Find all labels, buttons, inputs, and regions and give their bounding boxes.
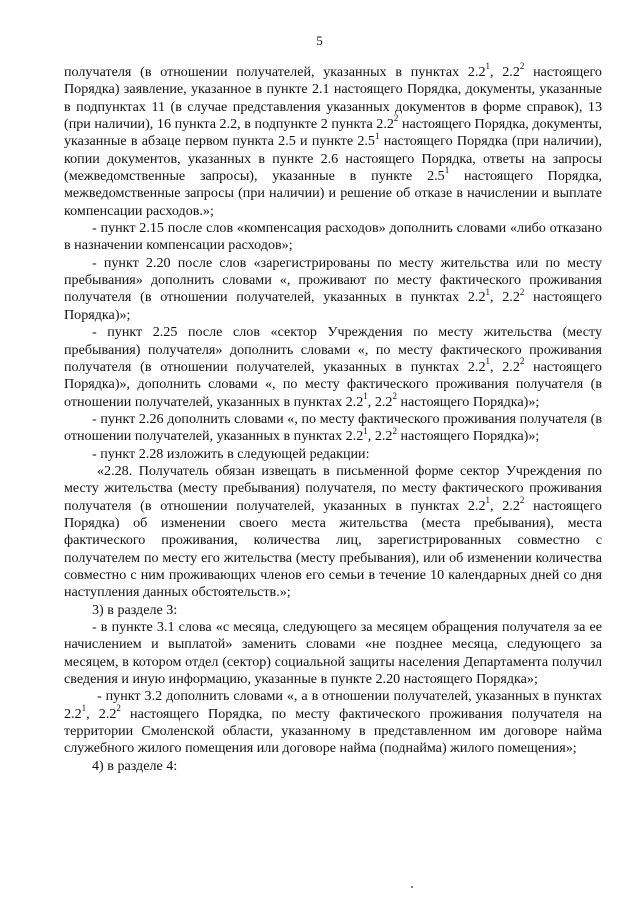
superscript: 2 xyxy=(519,61,525,72)
text-run: настоящего Порядка, межведомственные запросы (при наличии) и решение об отказе в начислении и выплате компенсации расходов.»; xyxy=(64,168,602,219)
superscript: 1 xyxy=(363,390,368,401)
scan-artifact xyxy=(411,886,413,888)
superscript: 1 xyxy=(81,703,87,714)
superscript: 2 xyxy=(519,356,525,367)
superscript: 1 xyxy=(485,286,490,297)
text-run: настоящего Порядка (при наличии), копии документов, указанных в пункте 2.6 настоящего Порядка, ответы на запросы (межведомственные запросы), указанные в пункте 2.5 xyxy=(64,133,603,185)
superscript: 2 xyxy=(393,113,399,124)
superscript: 2 xyxy=(519,286,525,297)
paragraph xyxy=(64,411,602,446)
text-run: , 2.2 xyxy=(490,64,520,80)
text-run: , 2.2 xyxy=(367,393,393,410)
text-run: настоящего Порядка)»; xyxy=(396,428,540,445)
superscript: 1 xyxy=(485,61,490,72)
superscript: 2 xyxy=(392,390,397,401)
text-run: настоящего Порядка) об изменении своего места жительства (места пребывания), места фактического проживания, количества лиц, зарегистрированных совместно с получателем по месту его жительства (месту пребывания), или об изменении количества совместно с ним проживающих членов его семьи в течение 10 календарных дней со дня наступления данных обстоятельств.»; xyxy=(64,497,602,601)
document-body xyxy=(64,61,603,775)
page-number: 5 xyxy=(316,33,323,48)
text-run: - пункт 2.26 дополнить словами «, по месту фактического проживания получателя (в отношении получателей, указанных в пунктах 2.2 xyxy=(64,410,602,445)
paragraph xyxy=(64,255,602,324)
text-run: , 2.2 xyxy=(367,428,393,445)
superscript: 2 xyxy=(392,425,397,436)
text-run: «2.28. Получатель обязан извещать в письменной форме сектор Учреждения по месту жительства (месту пребывания) получателя, по месту фактического проживания получателя (в отношении получателей, указанных в пунктах 2.2 xyxy=(64,462,602,514)
text-run: настоящего Порядка, по месту фактического проживания получателя на территории Смоленской области, указанному в представленном им договоре найма служебного жилого помещения или договоре найма (поднайма) жилого помещения»; xyxy=(64,705,602,757)
paragraph xyxy=(64,446,602,463)
paragraph xyxy=(64,61,603,220)
text-run: , 2.2 xyxy=(490,358,520,375)
text-run: - пункт 2.28 изложить в следующей редакции: xyxy=(92,445,370,462)
paragraph xyxy=(64,688,602,757)
text-run: настоящего Порядка)», дополнить словами «, по месту фактического проживания получателя (в отношении получателей, указанных в пунктах 2.2 xyxy=(64,358,602,410)
text-run: - пункт 2.20 после слов «зарегистрированы по месту жительства или по месту пребывания» дополнить словами «, проживают по месту фактического проживания получателя (в отношении получателей, указанных в пунктах 2.2 xyxy=(64,254,602,306)
text-run: - пункт 2.15 после слов «компенсация расходов» дополнить словами «либо отказано в назначении компенсации расходов»; xyxy=(64,220,602,254)
text-run: - пункт 2.25 после слов «сектор Учреждения по месту жительства (месту пребывания) получателя» дополнить словами «, по месту фактического проживания получателя (в отношении получателей, указанных в пунктах 2.2 xyxy=(64,324,602,375)
text-run: настоящего Порядка) заявление, указанное в пункте 2.1 настоящего Порядка, документы, указанные в подпунктах 11 (в случае представления указанных документов в форме справок), 13 (при наличии), 16 пункта 2.2, в подпункте 2 пункта 2.2 xyxy=(64,64,602,133)
text-run: - в пункте 3.1 слова «с месяца, следующего за месяцем обращения получателя за ее начислением и выплатой» заменить словами «не позднее месяца, следующего за месяцем, в котором отдел (сектор) социальной защиты населения Департамента получил сведения и иную информацию, указанные в пункте 2.20 настоящего Порядка»; xyxy=(64,619,602,688)
text-run: , 2.2 xyxy=(86,705,117,722)
superscript: 2 xyxy=(519,494,525,505)
paragraph xyxy=(64,602,602,619)
superscript: 1 xyxy=(444,165,450,176)
text-run: 4) в разделе 4: xyxy=(92,757,178,774)
superscript: 1 xyxy=(363,425,368,436)
text-run: настоящего Порядка)»; xyxy=(396,393,540,410)
superscript: 1 xyxy=(374,130,380,141)
text-run: настоящего Порядка, документы, указанные в абзаце первом пункта 2.5 и пункте 2.5 xyxy=(64,116,603,150)
paragraph xyxy=(64,619,602,688)
text-run: - пункт 3.2 дополнить словами «, а в отношении получателей, указанных в пунктах 2.2 xyxy=(64,688,602,722)
superscript: 2 xyxy=(116,703,121,714)
text-run: , 2.2 xyxy=(490,497,520,514)
text-run: настоящего Порядка)»; xyxy=(64,289,602,323)
superscript: 1 xyxy=(485,494,490,505)
paragraph xyxy=(64,324,602,411)
text-run: , 2.2 xyxy=(490,289,520,306)
paragraph xyxy=(64,758,602,775)
text-run: 3) в разделе 3: xyxy=(92,601,178,618)
paragraph xyxy=(64,220,602,255)
superscript: 1 xyxy=(485,356,490,367)
paragraph xyxy=(64,463,602,602)
text-run: получателя (в отношении получателей, указанных в пунктах 2.2 xyxy=(64,64,486,80)
